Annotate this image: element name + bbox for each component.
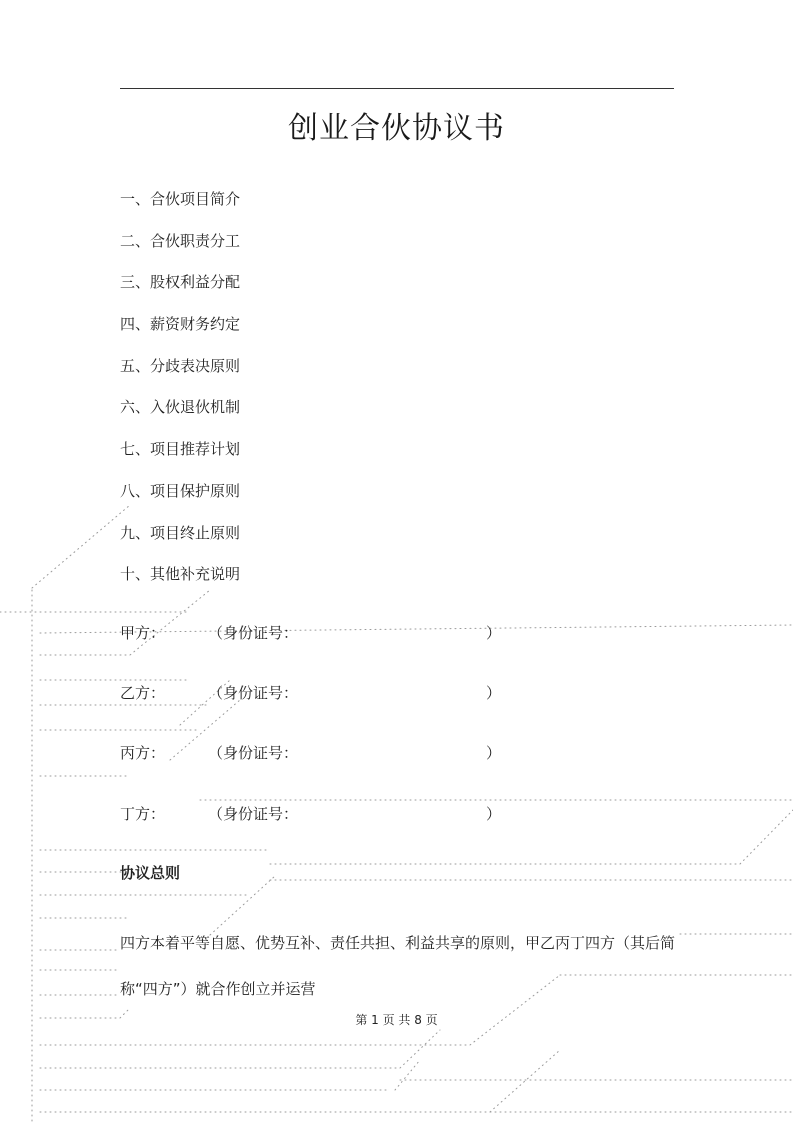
party-id-close: ）	[486, 744, 502, 762]
toc-item: 七、项目推荐计划	[120, 440, 241, 459]
toc-item: 五、分歧表决原则	[120, 356, 241, 375]
table-of-contents	[120, 186, 240, 603]
toc-item: 九、项目终止原则	[120, 523, 241, 542]
toc-item: 四、薪资财务约定	[120, 315, 241, 334]
toc-item: 八、项目保护原则	[120, 481, 241, 500]
page-footer: 第 1 页 共 8 页	[355, 1013, 438, 1027]
toc-item: 三、股权利益分配	[120, 273, 241, 292]
party-id-label: （身份证号：	[208, 744, 299, 762]
party-id-label: （身份证号：	[208, 624, 299, 642]
party-label: 丙方：	[120, 744, 166, 762]
toc-item: 二、合伙职责分工	[120, 231, 241, 250]
party-id-label: （身份证号：	[208, 805, 299, 823]
top-rule	[120, 88, 674, 89]
party-id-close: ）	[486, 624, 502, 642]
party-id-label: （身份证号：	[208, 684, 299, 702]
toc-item: 六、入伙退伙机制	[120, 398, 241, 417]
party-label: 乙方：	[120, 684, 166, 702]
party-row-d	[120, 801, 540, 827]
party-row-b	[120, 680, 540, 706]
party-row-c	[120, 740, 540, 766]
toc-item: 十、其他补充说明	[120, 565, 241, 584]
toc-item: 一、合伙项目简介	[120, 190, 241, 208]
section-heading: 协议总则	[120, 864, 181, 882]
party-label: 丁方：	[120, 805, 166, 823]
party-row-a	[120, 620, 540, 646]
party-id-close: ）	[486, 684, 502, 702]
body-paragraph: 四方本着平等自愿、优势互补、责任共担、利益共享的原则，甲乙丙丁四方（其后简称“四方”）就合作创立并运营	[120, 934, 676, 998]
document-title: 创业合伙协议书	[288, 111, 505, 146]
party-label: 甲方：	[120, 624, 166, 642]
party-id-close: ）	[486, 805, 502, 823]
